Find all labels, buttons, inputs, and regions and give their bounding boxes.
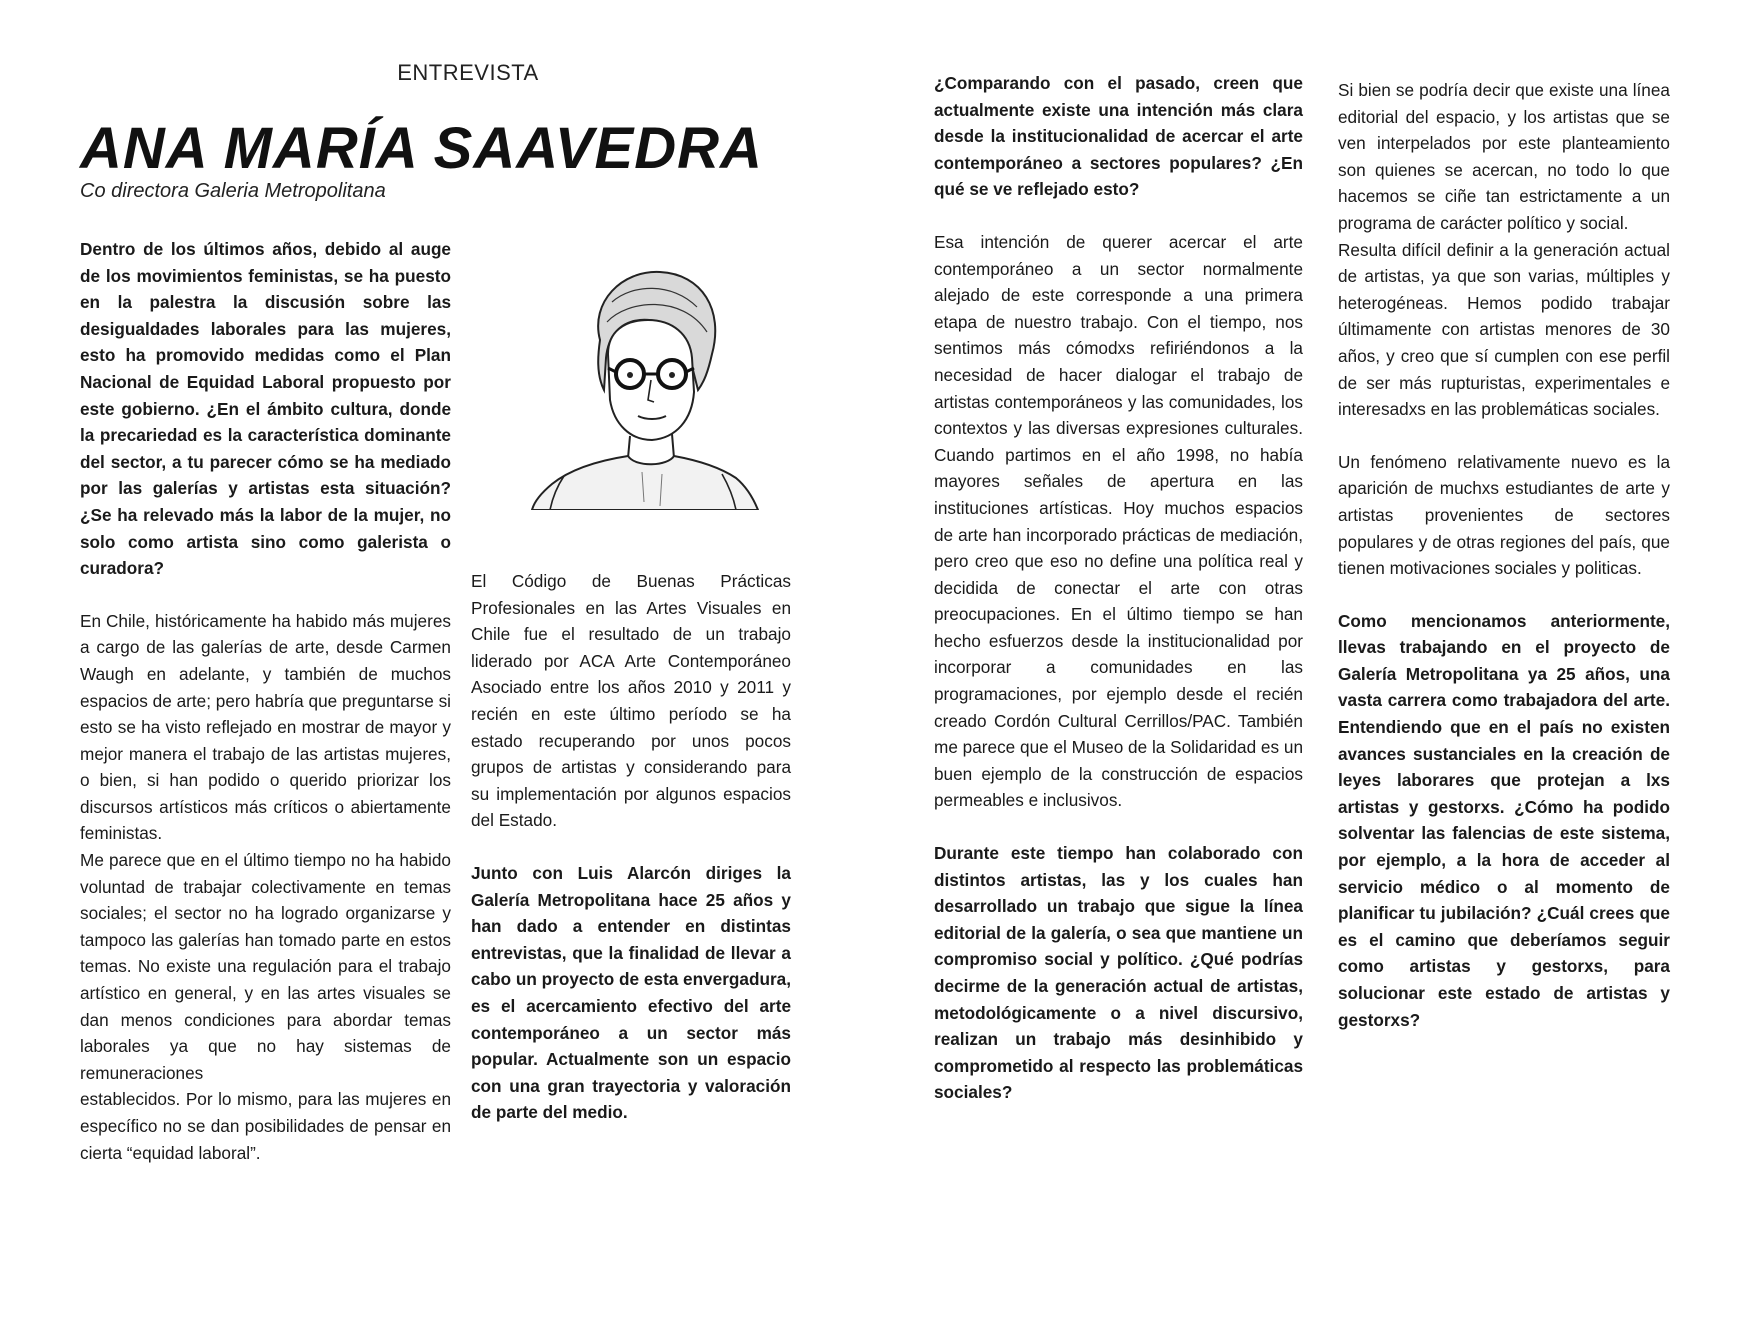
question-4: Durante este tiempo han colaborado con distintos artistas, las y los cuales han desarrollado un trabajo que sigue la línea editorial de la galería, o sea que mantiene un compromiso social y político. ¿Qué podrías decirme de la generación actual de artistas, metodológicamente o a nivel discursivo, realizan un trabajo más desinhibido y comprometido al respecto las problemáticas sociales? bbox=[934, 843, 1303, 1103]
article-subtitle: Co directora Galeria Metropolitana bbox=[80, 180, 386, 202]
answer-1-paragraph-3: establecidos. Por lo mismo, para las mujeres en específico no se dan posibilidades de pensar en cierta “equidad laboral”. bbox=[80, 1089, 451, 1163]
right-column-1 bbox=[934, 70, 1303, 1106]
answer-1-paragraph-4: El Código de Buenas Prácticas Profesionales en las Artes Visuales en Chile fue el resultado de un trabajo liderado por ACA Arte Contemporáneo Asociado entre los años 2010 y 2011 y recién en este último período se ha estado recuperando por unos pocos grupos de artistas y considerando para su implementación por algunos espacios del Estado. bbox=[471, 571, 791, 831]
right-column-2 bbox=[1338, 77, 1670, 1033]
answer-4-paragraph-3: Un fenómeno relativamente nuevo es la aparición de muchxs estudiantes de arte y artistas provenientes de sectores populares y de otras regiones del país, que tienen motivaciones sociales y politicas. bbox=[1338, 451, 1670, 579]
portrait-illustration-icon bbox=[512, 262, 772, 510]
section-label: ENTREVISTA bbox=[397, 60, 539, 85]
answer-1-paragraph-1: En Chile, históricamente ha habido más mujeres a cargo de las galerías de arte, desde Carmen Waugh en adelante, y también de muchos espacios de arte; pero habría que preguntarse si esto se ha visto reflejado en mostrar de mayor y mejor manera el trabajo de las artistas mujeres, o bien, si han podido o querido priorizar los discursos artísticos más críticos o abiertamente feministas. bbox=[80, 610, 451, 844]
question-3: ¿Comparando con el pasado, creen que actualmente existe una intención más clara desde la institucionalidad de acercar el arte contemporáneo a sectores populares? ¿En qué se ve reflejado esto? bbox=[934, 73, 1303, 200]
answer-3: Esa intención de querer acercar el arte contemporáneo a un sector normalmente alejado de este corresponde a una primera etapa de nuestro trabajo. Con el tiempo, nos sentimos más cómodxs refiriéndonos a la necesidad de hacer dialogar el trabajo de artistas contemporáneos y las comunidades, los contextos y las diversas expresiones culturales. Cuando partimos en el año 1998, no había mayores señales de apertura en las instituciones artísticas. Hoy muchos espacios de arte han incorporado prácticas de mediación, pero creo que eso no define una política real y decidida de conectar el arte con otras preocupaciones. En el último tiempo se han hecho esfuerzos desde la institucionalidad por incorporar a comunidades en las programaciones, por ejemplo desde el recién creado Cordón Cultural Cerrillos/PAC. También me parece que el Museo de la Solidaridad es un buen ejemplo de la construcción de espacios permeables e inclusivos. bbox=[934, 231, 1303, 811]
answer-1-paragraph-2: Me parece que en el último tiempo no ha habido voluntad de trabajar colectivamente en temas sociales; el sector no ha logrado organizarse y tampoco las galerías han tomado parte en estos temas. No existe una regulación para el trabajo artístico en general, y en las artes visuales se dan menos condiciones para abordar temas laborales ya que no hay sistemas de remuneraciones bbox=[80, 850, 451, 1083]
left-column bbox=[80, 236, 451, 1166]
right-page bbox=[868, 0, 1737, 1323]
article-title: ANA MARÍA SAAVEDRA bbox=[80, 116, 763, 181]
answer-4-paragraph-1: Si bien se podría decir que existe una línea editorial del espacio, y los artistas que se ven interpelados por este planteamiento son quienes se acercan, no todo lo que hacemos se ciñe tan estrictamente a un programa de carácter político y social. bbox=[1338, 80, 1670, 233]
answer-4-paragraph-2: Resulta difícil definir a la generación actual de artistas, ya que son varias, múltiples y heterogéneas. Hemos podido trabajar últimamente con artistas menores de 30 años, y creo que sí cumplen con ese perfil de ser más rupturistas, experimentales e interesadxs en las problemáticas sociales. bbox=[1338, 239, 1670, 420]
question-5: Como mencionamos anteriormente, llevas trabajando en el proyecto de Galería Metropolitana ya 25 años, una vasta carrera como trabajadora del arte. Entendiendo que en el país no existen avances sustanciales en la creación de leyes laborares que protejan a lxs artistas y gestorxs. ¿Cómo ha podido solventar las falencias de este sistema, por ejemplo, a la hora de acceder al servicio médico o al momento de planificar tu jubilación? ¿Cuál crees que es el camino que deberíamos seguir como artistas y gestorxs, para solucionar este estado de artistas y gestorxs? bbox=[1338, 610, 1670, 1030]
question-1: Dentro de los últimos años, debido al auge de los movimientos feministas, se ha puesto en la palestra la discusión sobre las desigualdades laborales para las mujeres, esto ha promovido medidas como el Plan Nacional de Equidad Laboral propuesto por este gobierno. ¿En el ámbito cultura, donde la precariedad es la característica dominante del sector, a tu parecer cómo se ha mediado por las galerías y artistas esta situación? ¿Se ha relevado más la labor de la mujer, no solo como artista sino como galerista o curadora? bbox=[80, 239, 451, 579]
middle-column bbox=[471, 568, 791, 1126]
left-page bbox=[0, 0, 868, 1323]
question-2: Junto con Luis Alarcón diriges la Galería Metropolitana hace 25 años y han dado a entender en distintas entrevistas, que la finalidad de llevar a cabo un proyecto de esta envergadura, es el acercamiento efectivo del arte contemporáneo a un sector más popular. Actualmente son un espacio con una gran trayectoria y valoración de parte del medio. bbox=[471, 862, 791, 1123]
